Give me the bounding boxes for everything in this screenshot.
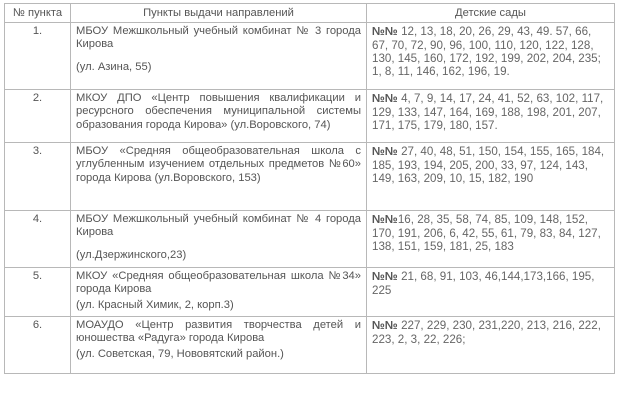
row-number: 1.: [5, 23, 71, 90]
row-number: 4.: [5, 211, 71, 268]
kindergartens-cell: [367, 211, 615, 268]
row-number: 5.: [5, 268, 71, 317]
kindergarten-number-sign: №№: [372, 92, 398, 106]
header-issue-points: Пункты выдачи направлений: [71, 4, 367, 23]
issue-point-address: (ул. Красный Химик, 2, корп.3): [76, 298, 234, 311]
table-row: [5, 23, 615, 90]
kindergartens-cell: [367, 268, 615, 317]
kindergartens-cell: [367, 23, 615, 90]
kindergarten-list: 27, 40, 48, 51, 150, 154, 155, 165, 184, 185, 193, 194, 205, 200, 33, 97, 124, 143, 149, 163, 209, 10, 15, 182, 190: [372, 145, 605, 186]
kindergarten-number-sign: №№: [372, 145, 398, 159]
issue-point-address: (ул. Азина, 55): [76, 60, 152, 73]
header-kindergartens: Детские сады: [367, 4, 615, 23]
kindergarten-list: 21, 68, 91, 103, 46,144,173,166, 195, 225: [372, 270, 595, 297]
kindergarten-list: 12, 13, 18, 20, 26, 29, 43, 49. 57, 66, 67, 70, 72, 90, 96, 100, 110, 120, 122, 128, 130, 145, 160, 172, 192, 199, 202, 204, 235; 1, 8, 11, 146, 162, 196, 19.: [372, 25, 601, 79]
table-row: [5, 143, 615, 211]
table-row: [5, 211, 615, 268]
kindergarten-number-sign: №№: [372, 25, 398, 39]
issue-point-name: МКОУ «Средняя общеобразовательная школа №34» города Кирова: [76, 270, 361, 296]
kindergarten-list: 16, 28, 35, 58, 74, 85, 109, 148, 152, 170, 191, 206, 6, 42, 55, 61, 79, 83, 84, 127, 138, 151, 159, 181, 25, 183: [372, 213, 601, 254]
issue-point-cell: [71, 268, 367, 317]
kindergartens-cell: [367, 143, 615, 211]
kindergarten-list: 4, 7, 9, 14, 17, 24, 41, 52, 63, 102, 117, 129, 133, 147, 164, 169, 188, 198, 201, 207, 171, 175, 179, 180, 157.: [372, 92, 604, 133]
header-point-number: № пункта: [5, 4, 71, 23]
kindergartens-cell: [367, 317, 615, 374]
kindergarten-number-sign: №№: [372, 270, 398, 284]
table-header-row: [5, 4, 615, 23]
row-number: 2.: [5, 90, 71, 143]
issue-point-address: (ул. Советская, 79, Нововятский район.): [76, 347, 284, 360]
issue-point-cell: [71, 23, 367, 90]
issue-point-cell: [71, 211, 367, 268]
issue-point-name: МБОУ Межшкольный учебный комбинат № 4 города Кирова: [76, 213, 361, 239]
kindergarten-list: 227, 229, 230, 231,220, 213, 216, 222, 223, 2, 3, 22, 226;: [372, 319, 601, 346]
issue-point-address: (ул.Дзержинского,23): [76, 248, 187, 261]
issue-point-name: МБОУ «Средняя общеобразовательная школа с углубленным изучением отдельных предметов №60» города Кирова (ул.Воровского, 153): [76, 145, 361, 184]
table-row: [5, 268, 615, 317]
kindergarten-number-sign: №№: [372, 319, 398, 333]
kindergartens-cell: [367, 90, 615, 143]
table-row: [5, 90, 615, 143]
row-number: 3.: [5, 143, 71, 211]
distribution-table: [4, 3, 615, 374]
issue-point-name: МОАУДО «Центр развития творчества детей и юношества «Радуга» города Кирова: [76, 319, 361, 345]
table-row: [5, 317, 615, 374]
kindergarten-number-sign: №№: [372, 213, 398, 227]
issue-point-name: МКОУ ДПО «Центр повышения квалификации и ресурсного обеспечения муниципальной системы образования города Кирова» (ул.Воровского, 74): [76, 92, 361, 131]
issue-point-cell: [71, 143, 367, 211]
issue-point-cell: [71, 317, 367, 374]
issue-point-cell: [71, 90, 367, 143]
row-number: 6.: [5, 317, 71, 374]
issue-point-name: МБОУ Межшкольный учебный комбинат № 3 города Кирова: [76, 25, 361, 51]
